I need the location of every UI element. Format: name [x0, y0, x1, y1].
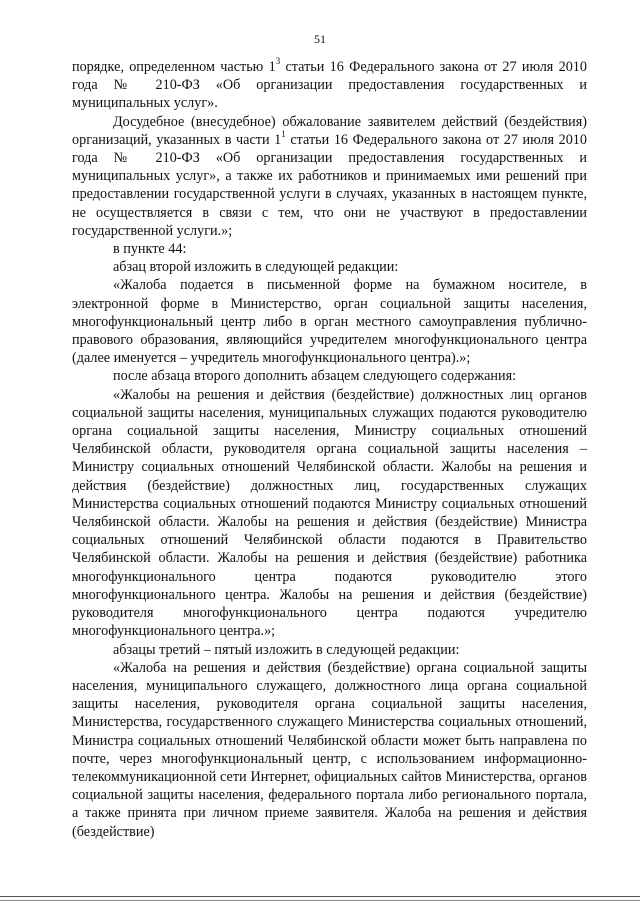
paragraph-text: статьи 16 Федерального закона от 27 июля 2010 года № 210-ФЗ «Об организации предоставления государственных и муниципальных услуг».: [72, 59, 587, 112]
superscript: 1: [281, 129, 286, 140]
paragraph-4: абзац второй изложить в следующей редакции:: [113, 259, 399, 276]
scan-edge-line: [0, 900, 640, 901]
paragraph-5: «Жалоба подается в письменной форме на бумажном носителе, в электронной форме в Министерство, орган социальной защиты населения, многофункциональный центр либо в орган местного самоуправления публично-правового образования, являющийся учредителем многофункционального центра (далее именуется – учредитель многофункционального центра).»;: [72, 277, 587, 367]
paragraph-7: «Жалобы на решения и действия (бездействие) должностных лиц органов социальной защиты населения, муниципальных служащих подаются руководителю органа социальной защиты населения, Министру социальных отношений Челябинской области, руководителя органа социальной защиты населения – Министру социальных отношений Челябинской области. Жалобы на решения и действия (бездействие) должностных лиц, государственных служащих Министерства социальных отношений подаются Министру социальных отношений Челябинской области. Жалобы на решения и действия (бездействие) Министра социальных отношений Челябинской области подаются в Правительство Челябинской области. Жалобы на решения и действия (бездействие) работника многофункционального центра подаются руководителю этого многофункционального центра. Жалобы на решения и действия (бездействие) руководителя многофункционального центра подаются учредителю многофункционального центра.»;: [72, 386, 587, 640]
paragraph-2: [72, 113, 587, 240]
paragraph-6: после абзаца второго дополнить абзацем следующего содержания:: [113, 368, 517, 385]
superscript: 3: [275, 56, 281, 67]
scan-edge-line: [0, 896, 640, 897]
paragraph-1: [72, 58, 587, 113]
paragraph-text: Досудебное (внесудебное) обжалование заявителем действий (бездействия) организаций, указанных в части 1: [72, 113, 587, 148]
paragraph-3: в пункте 44:: [113, 241, 187, 258]
paragraph-9: «Жалоба на решения и действия (бездействие) органа социальной защиты населения, муниципального служащего, должностного лица органа социальной защиты населения, руководителя органа социальной защиты населения, Министерства, государственного служащего Министерства социальных отношений, Министра социальных отношений Челябинской области может быть направлена по почте, через многофункциональный центр, с использованием информационно-телекоммуникационной сети Интернет, официальных сайтов Министерства, органов социальной защиты населения, федерального портала либо регионального портала, а также принята при личном приеме заявителя. Жалоба на решения и действия (бездействие): [72, 659, 587, 840]
paragraph-8: абзацы третий – пятый изложить в следующей редакции:: [113, 641, 460, 658]
paragraph-text: статьи 16 Федерального закона от 27 июля 2010 года № 210-ФЗ «Об организации предоставления государственных и муниципальных услуг», а также их работников и принимаемых ими решений при предоставлении государственной услуги в случаях, указанных в настоящем пункте, не осуществляется в связи с тем, что они не участвуют в предоставлении государственной услуги.»;: [72, 131, 587, 239]
document-body: [72, 58, 587, 841]
paragraph-text: порядке, определенном частью 1: [72, 59, 276, 75]
page-number: 51: [314, 32, 326, 46]
